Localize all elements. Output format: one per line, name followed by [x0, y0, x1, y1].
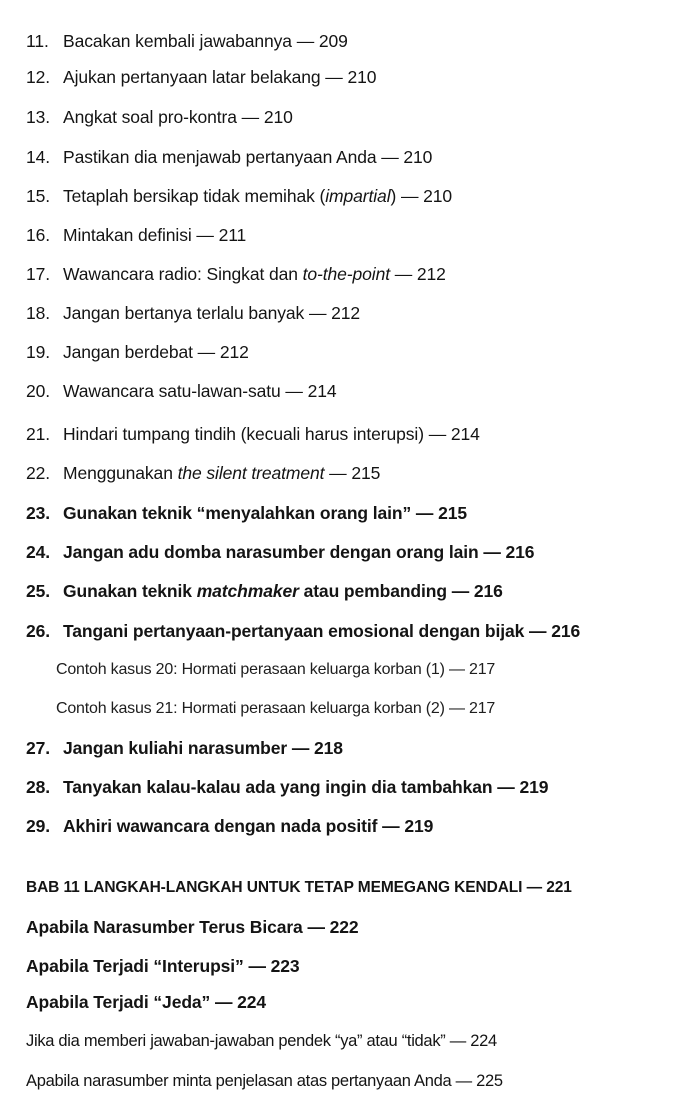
entry-number: 11.	[26, 31, 49, 51]
entry-separator: —	[396, 186, 424, 206]
entry-separator: —	[287, 738, 315, 758]
entry-number: 21.	[26, 424, 51, 444]
entry-number: 27.	[26, 738, 51, 758]
toc-entry	[26, 580, 503, 602]
entry-number: 28.	[26, 777, 51, 797]
entry-separator: —	[524, 621, 552, 641]
entry-title: Angkat soal pro-kontra	[63, 107, 237, 127]
section-title: Apabila Narasumber Terus Bicara	[26, 917, 303, 937]
entry-separator: —	[446, 581, 474, 601]
entry-separator: —	[236, 107, 264, 127]
entry-title: Jangan bertanya terlalu banyak	[63, 303, 305, 323]
toc-entry	[26, 462, 380, 484]
entry-title: Pastikan dia menjawab pertanyaan Anda	[63, 147, 377, 167]
toc-entry	[26, 620, 580, 642]
entry-page: 219	[519, 777, 549, 797]
entry-separator: —	[451, 1072, 477, 1090]
entry-number: 12.	[26, 67, 51, 87]
entry-separator: —	[377, 816, 405, 836]
entry-number: 24.	[26, 542, 51, 562]
toc-case-entry	[56, 659, 495, 681]
entry-title-suffix: atau pembanding	[298, 581, 447, 601]
entry-separator: —	[444, 700, 470, 717]
entry-number: 29.	[26, 816, 51, 836]
entry-separator: —	[302, 917, 330, 937]
entry-number: 13.	[26, 107, 51, 127]
entry-title: Menggunakan	[63, 463, 178, 483]
entry-page: 223	[270, 956, 300, 976]
entry-separator: —	[444, 661, 470, 678]
entry-separator: —	[192, 342, 220, 362]
entry-number: 16.	[26, 225, 51, 245]
entry-number: 25.	[26, 581, 51, 601]
subsection-title: Jika dia memberi jawaban-jawaban pendek “ya” atau “tidak”	[26, 1032, 446, 1050]
toc-entry	[26, 106, 293, 128]
entry-title-italic: to-the-point	[302, 264, 390, 284]
entry-separator: —	[304, 303, 332, 323]
entry-number: 17.	[26, 264, 51, 284]
entry-page: 216	[551, 621, 581, 641]
entry-separator: —	[522, 879, 547, 896]
toc-section	[26, 916, 359, 938]
entry-page: 216	[505, 542, 535, 562]
entry-page: 215	[351, 463, 381, 483]
entry-separator: —	[280, 381, 308, 401]
entry-separator: —	[320, 67, 348, 87]
entry-title: Jangan kuliahi narasumber	[63, 738, 288, 758]
entry-page: 217	[469, 700, 496, 717]
subsection-title: Apabila narasumber minta penjelasan atas pertanyaan Anda	[26, 1072, 452, 1090]
entry-page: 217	[469, 661, 496, 678]
entry-title: Wawancara satu-lawan-satu	[63, 381, 281, 401]
entry-title: Gunakan teknik	[63, 581, 197, 601]
entry-page: 218	[314, 738, 343, 758]
entry-title: Mintakan definisi	[63, 225, 192, 245]
entry-title: Gunakan teknik “menyalahkan orang lain”	[63, 503, 412, 523]
entry-page: 222	[329, 917, 359, 937]
toc-entry	[26, 541, 534, 563]
toc-entry	[26, 423, 480, 445]
entry-page: 215	[438, 503, 467, 523]
entry-page: 224	[237, 992, 267, 1012]
entry-page: 225	[476, 1072, 503, 1090]
toc-section	[26, 991, 266, 1013]
toc-entry	[26, 224, 246, 246]
toc-entry	[26, 146, 432, 168]
entry-page: 212	[416, 264, 446, 284]
entry-page: 210	[423, 186, 453, 206]
entry-page: 210	[403, 147, 433, 167]
entry-title-italic: impartial	[325, 186, 391, 206]
entry-separator: —	[291, 31, 319, 51]
entry-page: 224	[470, 1032, 497, 1050]
entry-title: Bacakan kembali jawabannya	[63, 31, 292, 51]
entry-separator: —	[423, 424, 451, 444]
section-title: Apabila Terjadi “Interupsi”	[26, 956, 244, 976]
entry-separator: —	[210, 992, 238, 1012]
entry-page: 209	[318, 31, 348, 51]
case-title: Contoh kasus 21: Hormati perasaan keluarga korban (2)	[56, 700, 445, 717]
entry-separator: —	[445, 1032, 471, 1050]
toc-case-entry	[56, 698, 495, 720]
entry-number: 14.	[26, 147, 51, 167]
toc-entry	[26, 502, 467, 524]
toc-entry	[26, 263, 446, 285]
entry-number: 20.	[26, 381, 51, 401]
entry-number: 22.	[26, 463, 51, 483]
entry-number: 15.	[26, 186, 51, 206]
entry-number: 23.	[26, 503, 51, 523]
entry-separator: —	[478, 542, 506, 562]
toc-entry	[26, 776, 548, 798]
entry-title: Hindari tumpang tindih (kecuali harus interupsi)	[63, 424, 424, 444]
entry-page: 210	[263, 107, 293, 127]
entry-page: 221	[546, 879, 572, 896]
toc-subsection	[26, 1030, 497, 1052]
toc-chapter-heading	[26, 877, 572, 899]
entry-page: 210	[347, 67, 377, 87]
entry-separator: —	[389, 264, 417, 284]
entry-title: Jangan berdebat	[63, 342, 193, 362]
entry-title: Wawancara radio: Singkat dan	[63, 264, 303, 284]
entry-page: 212	[219, 342, 249, 362]
toc-entry	[26, 185, 452, 207]
entry-separator: —	[324, 463, 352, 483]
entry-separator: —	[243, 956, 271, 976]
case-title: Contoh kasus 20: Hormati perasaan keluarga korban (1)	[56, 661, 445, 678]
toc-section	[26, 955, 300, 977]
toc-entry	[26, 815, 433, 837]
entry-page: 214	[450, 424, 480, 444]
entry-separator: —	[492, 777, 520, 797]
toc-entry	[26, 30, 348, 52]
toc-entry	[26, 341, 249, 363]
entry-title: Tangani pertanyaan-pertanyaan emosional dengan bijak	[63, 621, 525, 641]
entry-separator: —	[191, 225, 219, 245]
entry-title-suffix: )	[390, 186, 397, 206]
toc-entry	[26, 380, 337, 402]
entry-number: 26.	[26, 621, 51, 641]
entry-title: Tanyakan kalau-kalau ada yang ingin dia tambahkan	[63, 777, 493, 797]
toc-entry	[26, 66, 376, 88]
entry-page: 219	[404, 816, 434, 836]
entry-page: 211	[218, 225, 247, 245]
entry-separator: —	[376, 147, 404, 167]
entry-title: Tetaplah bersikap tidak memihak (	[63, 186, 326, 206]
entry-title: Akhiri wawancara dengan nada positif	[63, 816, 378, 836]
entry-title-italic: matchmaker	[196, 581, 299, 601]
entry-number: 19.	[26, 342, 51, 362]
entry-separator: —	[411, 503, 439, 523]
entry-title-italic: the silent treatment	[177, 463, 325, 483]
chapter-title: BAB 11 LANGKAH-LANGKAH UNTUK TETAP MEMEGANG KENDALI	[26, 879, 523, 896]
toc-entry	[26, 737, 343, 759]
entry-title: Ajukan pertanyaan latar belakang	[63, 67, 321, 87]
entry-title: Jangan adu domba narasumber dengan orang lain	[63, 542, 479, 562]
entry-page: 214	[307, 381, 337, 401]
toc-subsection	[26, 1070, 503, 1092]
entry-page: 216	[473, 581, 503, 601]
section-title: Apabila Terjadi “Jeda”	[26, 992, 211, 1012]
toc-entry	[26, 302, 360, 324]
entry-number: 18.	[26, 303, 51, 323]
entry-page: 212	[331, 303, 361, 323]
